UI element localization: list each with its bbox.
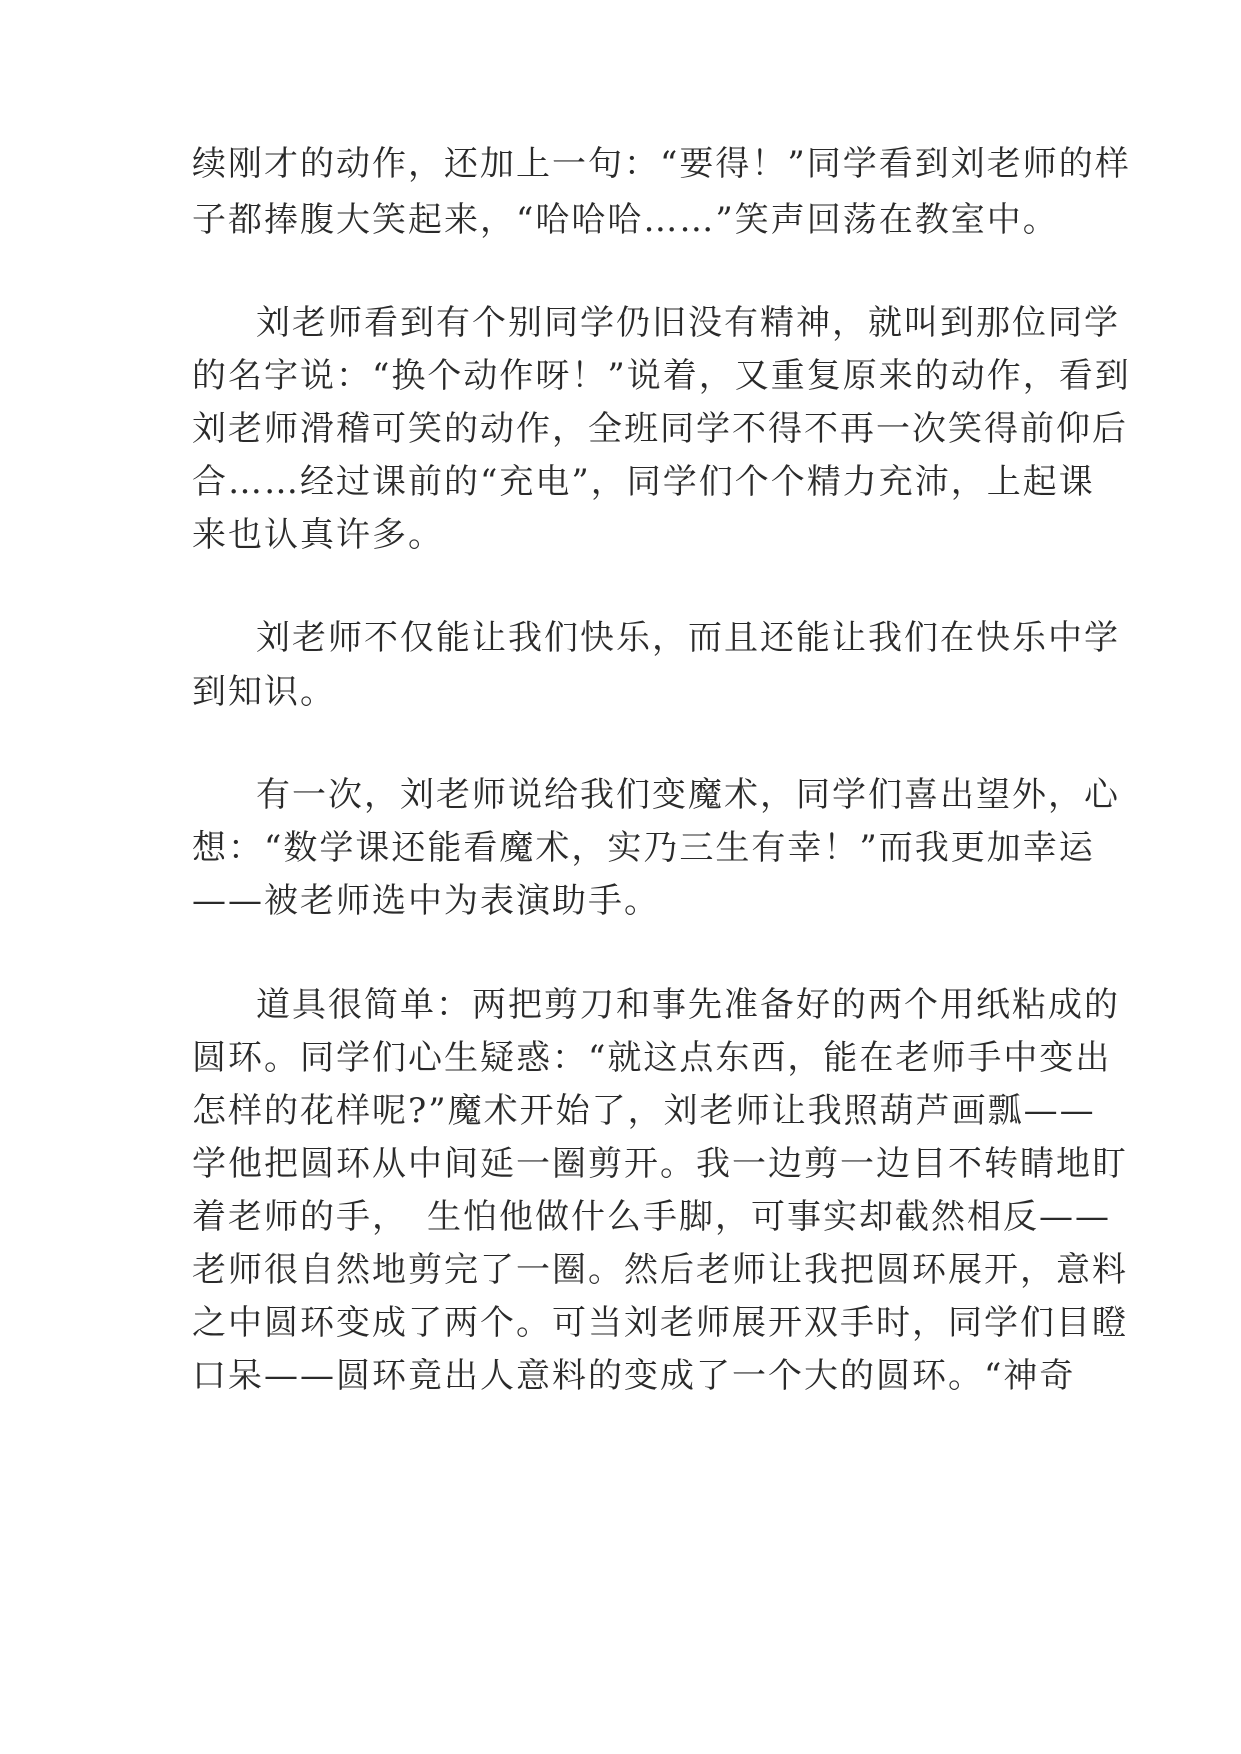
paragraph-4-line-2: 想：“数学课还能看魔术，实乃三生有幸！”而我更加幸运 [192, 828, 1095, 868]
paragraph-2-line-4: 合……经过课前的“充电”，同学们个个精力充沛，上起课 [192, 462, 1095, 502]
paragraph-5-line-1: 道具很简单：两把剪刀和事先准备好的两个用纸粘成的 [256, 985, 1120, 1025]
paragraph-2-line-1: 刘老师看到有个别同学仍旧没有精神，就叫到那位同学 [256, 303, 1120, 343]
paragraph-5-line-8: 口呆——圆环竟出人意料的变成了一个大的圆环。“神奇 [192, 1356, 1076, 1396]
paragraph-5-line-6: 老师很自然地剪完了一圈。然后老师让我把圆环展开，意料 [192, 1250, 1128, 1290]
paragraph-1-line-2: 子都捧腹大笑起来，“哈哈哈……”笑声回荡在教室中。 [192, 200, 1059, 240]
paragraph-5-line-5: 着老师的手， 生怕他做什么手脚，可事实却截然相反—— [192, 1197, 1111, 1237]
paragraph-2-line-2: 的名字说：“换个动作呀！”说着，又重复原来的动作，看到 [192, 356, 1131, 396]
paragraph-2-line-3: 刘老师滑稽可笑的动作，全班同学不得不再一次笑得前仰后 [192, 409, 1128, 449]
paragraph-3-line-1: 刘老师不仅能让我们快乐，而且还能让我们在快乐中学 [256, 618, 1120, 658]
paragraph-5-line-7: 之中圆环变成了两个。可当刘老师展开双手时，同学们目瞪 [192, 1303, 1128, 1343]
paragraph-4-line-3: ——被老师选中为表演助手。 [192, 881, 660, 921]
paragraph-1-line-1: 续刚才的动作，还加上一句：“要得！”同学看到刘老师的样 [192, 144, 1131, 184]
paragraph-5-line-2: 圆环。同学们心生疑惑：“就这点东西，能在老师手中变出 [192, 1038, 1112, 1078]
paragraph-5-line-3: 怎样的花样呢?”魔术开始了，刘老师让我照葫芦画瓢—— [192, 1091, 1096, 1131]
paragraph-2-line-5: 来也认真许多。 [192, 515, 444, 555]
paragraph-4-line-1: 有一次，刘老师说给我们变魔术，同学们喜出望外，心 [256, 775, 1120, 815]
paragraph-3-line-2: 到知识。 [192, 672, 336, 712]
paragraph-5-line-4: 学他把圆环从中间延一圈剪开。我一边剪一边目不转睛地盯 [192, 1144, 1128, 1184]
